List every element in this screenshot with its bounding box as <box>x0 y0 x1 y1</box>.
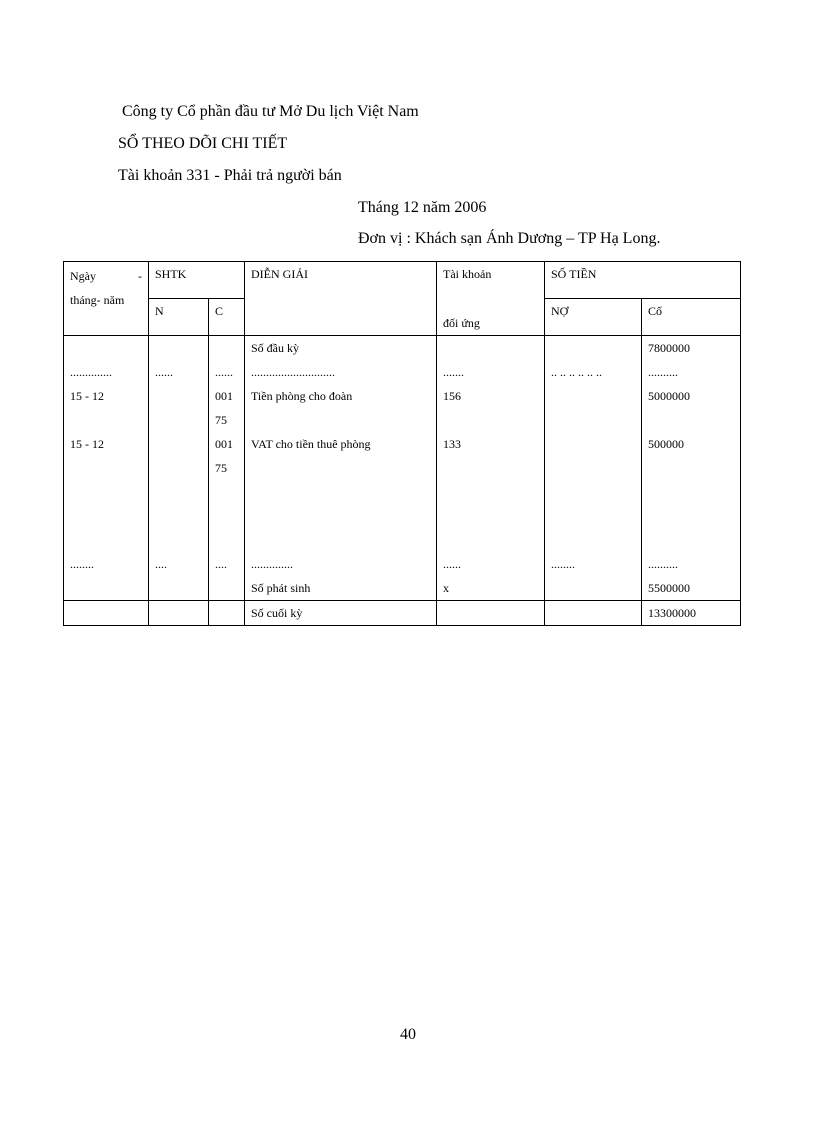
header-shtk-c: C <box>209 299 245 336</box>
header-acct-line-1: Tài khoản <box>443 267 492 281</box>
table-row: Số đầu kỳ 7800000 <box>64 336 741 361</box>
header-date-label-2: tháng- năm <box>70 293 125 307</box>
table-row: .............. ...... ...... ............................ ....... .. .. .. .. .. .. .......... <box>64 360 741 384</box>
header-acct-line-2: đối ứng <box>443 316 480 330</box>
table-row: 15 - 12 001 VAT cho tiền thuê phòng 133 500000 <box>64 432 741 456</box>
table-row: Số phát sinh x 5500000 <box>64 576 741 601</box>
ledger-table <box>63 261 741 626</box>
company-name: Công ty Cổ phần đầu tư Mở Du lịch Việt Nam <box>122 103 419 120</box>
table-row: 75 <box>64 456 741 480</box>
period-line: Tháng 12 năm 2006 <box>358 199 487 216</box>
table-row: 75 <box>64 408 741 432</box>
header-date-dash: - <box>138 269 142 283</box>
header-date-label: Ngày <box>70 269 96 283</box>
header-counter-account <box>437 262 545 336</box>
header-shtk-n: N <box>149 299 209 336</box>
unit-line: Đơn vị : Khách sạn Ánh Dương – TP Hạ Long. <box>358 230 661 247</box>
account-line: Tài khoản 331 - Phải trả người bán <box>118 167 342 184</box>
header-date <box>64 262 149 336</box>
header-shtk: SHTK <box>149 262 245 299</box>
header-amount: SỐ TIỀN <box>545 262 741 299</box>
header-debit: NỢ <box>545 299 642 336</box>
page-number: 40 <box>400 1026 416 1043</box>
table-row-closing: Số cuối kỳ 13300000 <box>64 601 741 626</box>
header-description: DIỄN GIẢI <box>245 262 437 336</box>
table-row: ........ .... .... .............. ...... ........ .......... <box>64 552 741 576</box>
table-row: 15 - 12 001 Tiền phòng cho đoàn 156 5000000 <box>64 384 741 408</box>
table-row-blank <box>64 480 741 504</box>
table-row-blank <box>64 504 741 528</box>
header-credit: Cố <box>642 299 741 336</box>
ledger-title: SỔ THEO DÕI CHI TIẾT <box>118 135 288 152</box>
table-row-blank <box>64 528 741 552</box>
